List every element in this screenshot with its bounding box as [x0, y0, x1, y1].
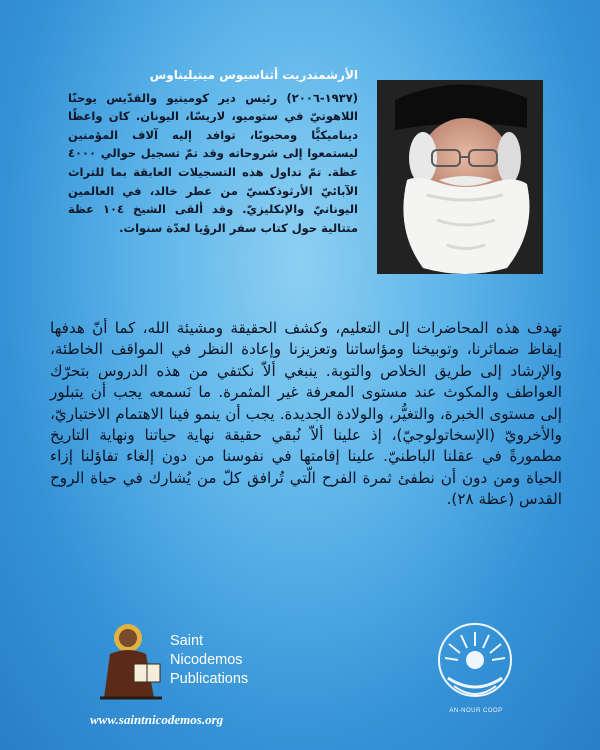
- saint-icon-logo: [96, 620, 166, 702]
- an-nour-logo: [428, 620, 522, 710]
- publisher-line-1: Saint: [170, 633, 204, 649]
- an-nour-label: AN-NOUR COOP: [449, 708, 503, 714]
- author-portrait-photo: [377, 80, 543, 274]
- publisher-line-3: Publications: [170, 671, 249, 687]
- publisher-line-2: Nicodemos: [170, 652, 243, 668]
- main-paragraph: تهدف هذه المحاضرات إلى التعليم، وكشف الحقيقة ومشيئة الله، كما أنّ هدفها إيقاظ ضمائرنا، وتوبيخنا ومؤاساتنا وتعزيزنا وإعادة النظر في المواقف الخاطئة، والإرشاد إلى طريق الخلاص والتوبة. ينبغي ألاّ نكتفي من هذه الدروس بتحرّك العواطف والمكوث عند مستوى المعرفة غير المثمرة. ما نَسمعه يجب أن يتبلور إلى مستوى الخبرة، والتغيُّر، والولادة الجديدة. يجب أن ينمو فينا الاهتمام الاختباريّ، والأخرويّ (الإسخاتولوجيّ)، إذ علينا ألاّ نُبقي حقيقة نهاية حياتنا ونهاية التاريخ مطمورةً في عقلنا الباطنيّ. علينا إقامتها في نفوسنا من دون إلغاء تفاؤلنا إزاء الحياة ومن دون أن نطفئ ثمرة الفرح الّتي تُرافق كلّ من يُشارك في حياة الروح القدس (عظة ٢٨).: [50, 319, 562, 509]
- website-link[interactable]: www.saintnicodemos.org: [90, 712, 224, 727]
- author-bio-text: (١٩٣٧-٢٠٠٦) رئيس دير كومينيو والقدّيس يوحنّا اللاهوتيّ في ستوميو، لاريسّا، اليونان. كان واعظًا ديناميكيًّا ومحبوبًا، توافد إليه آلاف المؤمنين ليستمعوا إلى شروحاته وقد تمّ تسجيل حوالي ٤٠٠٠ عظة. تمّ تداول هذه التسجيلات العابقة بما للتراث الآبائيّ الأرثوذكسيّ من عطر خالد، في العالمين اليونانيّ والإنكليزيّ. وقد ألقى الشيخ ١٠٤ عظة متتالية حول كتاب سفر الرؤيا لعدّة سنوات.: [68, 90, 358, 235]
- publisher-name: [170, 632, 248, 689]
- author-bio: [68, 66, 358, 237]
- author-name: الأرشمندريت أثناسيوس ميتيليناوس: [149, 68, 358, 82]
